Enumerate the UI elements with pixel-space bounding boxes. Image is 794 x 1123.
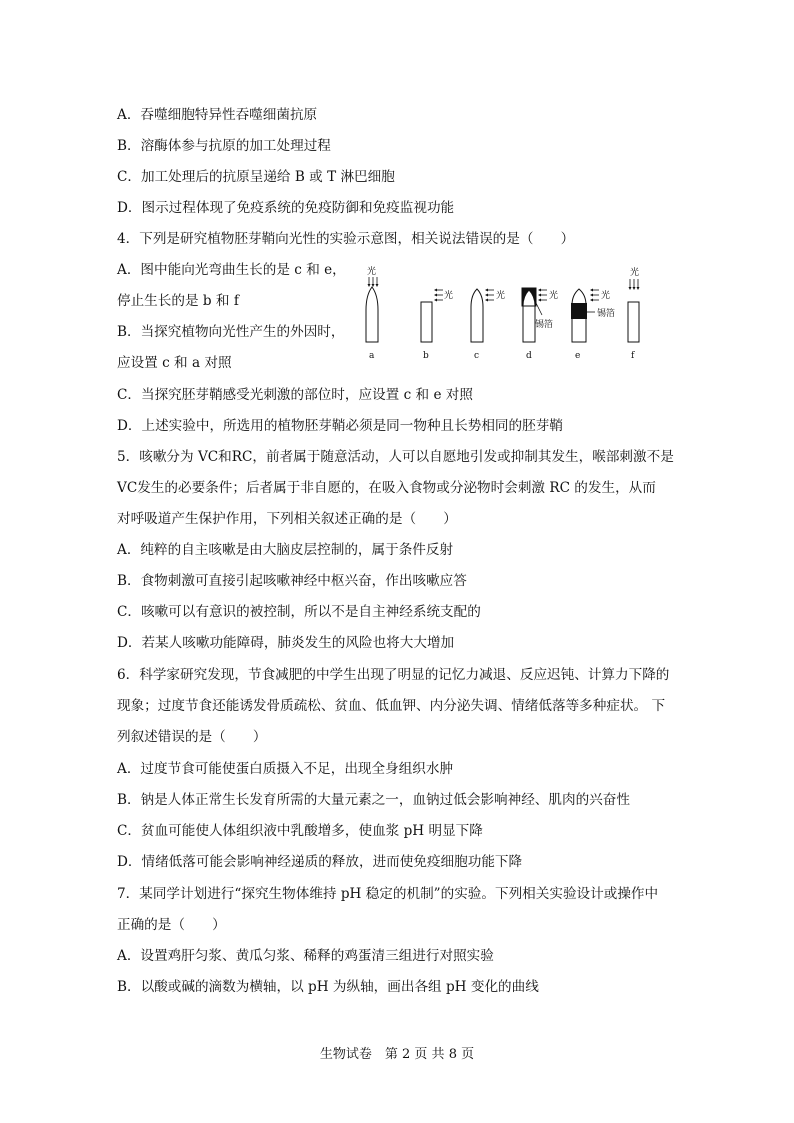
q4-option-b-line1: B．当探究植物向光性产生的外因时， [117,324,345,340]
foil-sleeve-e [571,303,587,319]
sample-c [471,289,505,362]
arrowheads-e [590,289,593,302]
sample-e [571,289,615,362]
q6-option-a: A．过度节食可能使蛋白质摄入不足，出现全身组织水肿 [117,761,454,777]
coleoptile-d [523,290,535,342]
q4-option-c: C．当探究胚芽鞘感受光刺激的部位时，应设置 c 和 e 对照 [117,387,473,403]
foil-label-e: 锡箔 [597,309,616,319]
q4-option-d: D．上述实验中，所选用的植物胚芽鞘必须是同一物种且长势相同的胚芽鞘 [117,418,563,434]
sample-a [366,265,379,361]
arrowheads-b [434,289,437,302]
q5-option-a: A．纯粹的自主咳嗽是由大脑皮层控制的，属于条件反射 [117,542,454,558]
sample-label-d: d [526,351,532,361]
arrowheads-a [368,284,379,287]
q5-stem-line3: 对呼吸道产生保护作用，下列相关叙述正确的是（ ） [117,511,457,527]
q6-option-c: C．贫血可能使人体组织液中乳酸增多，使血浆 pH 明显下降 [117,823,483,839]
q3-option-a: A．吞噬细胞特异性吞噬细菌抗原 [117,107,318,123]
foil-label-d: 锡箔 [535,320,554,330]
sample-label-f: f [631,351,635,361]
q5-option-c: C．咳嗽可以有意识的被控制，所以不是自主神经系统支配的 [117,604,481,620]
q5-stem-line2: VC发生的必要条件；后者属于非自愿的，在吸入食物或分泌物时会刺激 RC 的发生，从而 [117,480,656,496]
arrowheads-d [538,289,541,302]
coleoptile-a [366,287,378,342]
light-label-e: 光 [601,291,611,301]
sample-label-b: b [423,351,429,361]
sample-label-e: e [575,351,581,361]
q4-stem: 4．下列是研究植物胚芽鞘向光性的实验示意图，相关说法错误的是（ ） [117,231,575,247]
foil-pointer-d [536,303,542,315]
sample-f [628,266,640,361]
q4-option-a-line1: A．图中能向光弯曲生长的是 c 和 e， [117,262,346,278]
q4-option-b-line2: 应设置 c 和 a 对照 [117,355,232,371]
coleoptile-c [471,289,483,342]
q7-stem-line2: 正确的是（ ） [117,917,226,933]
q7-option-a: A．设置鸡肝匀浆、黄瓜匀浆、稀释的鸡蛋清三组进行对照实验 [117,948,494,964]
q3-option-c: C．加工处理后的抗原呈递给 B 或 T 淋巴细胞 [117,169,395,185]
arrowheads-f [629,287,640,290]
q7-stem-line1: 7．某同学计划进行“探究生物体维持 pH 稳定的机制”的实验。下列相关实验设计或操作中 [117,886,659,902]
coleoptile-f [628,302,639,342]
q4-option-a-line2: 停止生长的是 b 和 f [117,293,239,309]
q6-stem-line1: 6．科学家研究发现，节食减肥的中学生出现了明显的记忆力减退、反应迟钝、计算力下降的 [117,667,670,683]
light-label-d: 光 [549,291,559,301]
q5-option-b: B．食物刺激可直接引起咳嗽神经中枢兴奋，作出咳嗽应答 [117,573,467,589]
q6-option-b: B．钠是人体正常生长发育所需的大量元素之一，血钠过低会影响神经、肌肉的兴奋性 [117,792,630,808]
sample-b [421,289,453,362]
q5-option-d: D．若某人咳嗽功能障碍，肺炎发生的风险也将大大增加 [117,635,455,651]
light-label-a: 光 [367,267,377,277]
q3-option-b: B．溶酶体参与抗原的加工处理过程 [117,138,331,154]
page-footer: 生物试卷 第 2 页 共 8 页 [319,1047,475,1062]
light-label-b: 光 [444,291,454,301]
light-label-c: 光 [496,291,506,301]
q6-stem-line2: 现象；过度节食还能诱发骨质疏松、贫血、低血钾、内分泌失调、情绪低落等多种症状。 下 [117,698,666,714]
q5-stem-line1: 5．咳嗽分为 VC和RC，前者属于随意活动，人可以自愿地引发或抑制其发生，喉部刺激不是 [117,449,674,465]
sample-label-c: c [474,351,480,361]
q6-option-d: D．情绪低落可能会影响神经递质的释放，进而使免疫细胞功能下降 [117,854,523,870]
light-label-f: 光 [630,268,640,278]
q3-option-d: D．图示过程体现了免疫系统的免疫防御和免疫监视功能 [117,200,455,216]
q6-stem-line3: 列叙述错误的是（ ） [117,729,267,745]
sample-d [522,288,558,361]
q7-option-b: B．以酸或碱的滴数为横轴，以 pH 为纵轴，画出各组 pH 变化的曲线 [117,979,539,995]
sample-label-a: a [369,351,375,361]
arrowheads-c [485,289,488,302]
coleoptile-experiment-figure [360,265,660,365]
coleoptile-b [421,302,432,342]
